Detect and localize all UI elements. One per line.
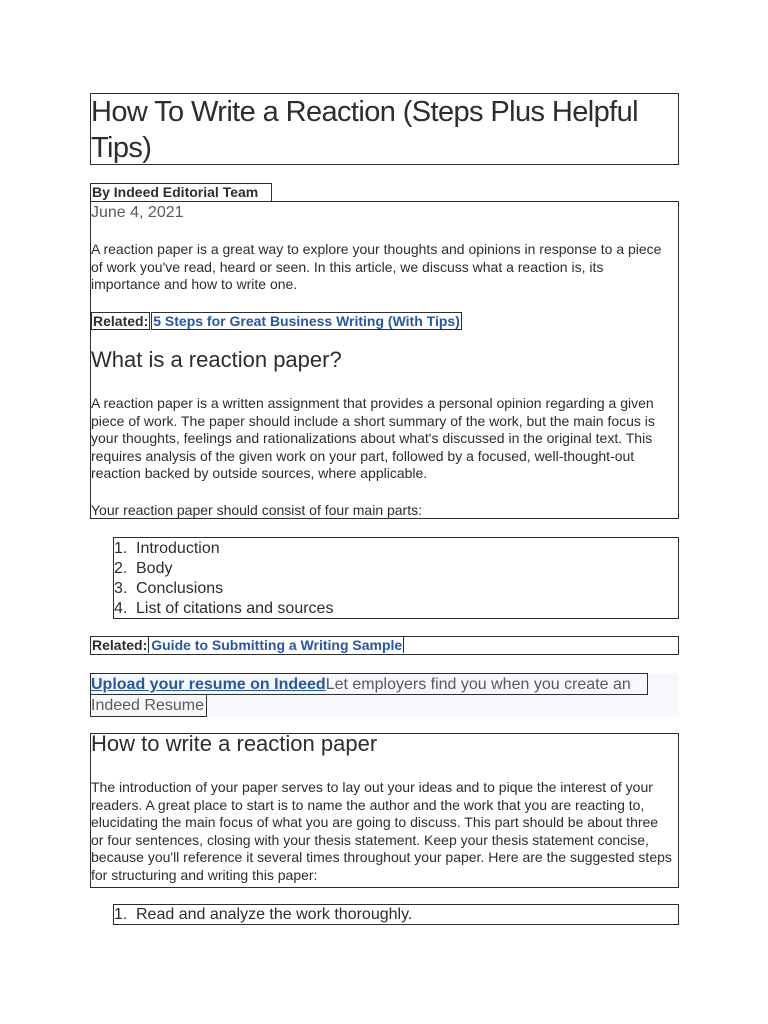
definition-paragraph: A reaction paper is a written assignment that provides a personal opinion regarding a given piece of work. The paper should include a short summary of the work, but the main focus is your thoughts, feelings and rationalizations about what's discussed in the original text. This requires analysis of the given work on your part, followed by a focused, well-thought-out reaction backed by outside sources, where applicable. [91, 395, 655, 482]
list-item: 2. Body [114, 560, 173, 577]
indeed-resume-text: Indeed Resume [91, 697, 204, 714]
section-heading-what-is: What is a reaction paper? [91, 347, 342, 372]
article-title: How To Write a Reaction (Steps Plus Helpful Tips) [90, 93, 679, 165]
related-label: Related: [92, 637, 148, 653]
related-block-2 [90, 636, 679, 655]
related-label: Related: [93, 313, 149, 329]
related-link-writing-sample[interactable]: Guide to Submitting a Writing Sample [151, 637, 403, 653]
parts-list [114, 539, 678, 619]
steps-list-box [113, 904, 679, 925]
how-to-paragraph: The introduction of your paper serves to lay out your ideas and to pique the interest of your readers. A great place to start is to name the author and the work that you are reacting to, elucidating the main focus of what you are going to discuss. This part should be about three or four sentences, closing with your thesis statement. Keep your thesis statement concise, because you'll reference it several times throughout your paper. Here are the suggested steps for structuring and writing this paper: [91, 779, 672, 883]
publish-date: June 4, 2021 [91, 204, 184, 221]
article-body [90, 201, 679, 519]
list-intro-text: Your reaction paper should consist of four main parts: [91, 502, 423, 518]
upload-resume-banner [90, 673, 679, 717]
list-item: 1. Introduction [114, 540, 220, 557]
section-heading-how-to: How to write a reaction paper [91, 731, 378, 756]
intro-paragraph: A reaction paper is a great way to explore your thoughts and opinions in response to a piece of work you've read, heard or seen. In this article, we discuss what a reaction is, its importance and how to write one. [91, 241, 662, 293]
list-item: 1. Read and analyze the work thoroughly. [114, 906, 413, 923]
list-item: 4. List of citations and sources [114, 600, 334, 617]
author-byline: By Indeed Editorial Team [90, 183, 272, 202]
parts-list-box [113, 537, 679, 619]
related-block-1 [91, 313, 462, 331]
list-item: 3. Conclusions [114, 580, 224, 597]
upload-resume-link[interactable]: Upload your resume on Indeed [91, 676, 326, 693]
upload-resume-text: Let employers find you when you create an [325, 676, 631, 693]
steps-list [114, 905, 678, 925]
how-to-section [90, 733, 679, 888]
related-link-business-writing[interactable]: 5 Steps for Great Business Writing (With Tips) [153, 313, 460, 329]
